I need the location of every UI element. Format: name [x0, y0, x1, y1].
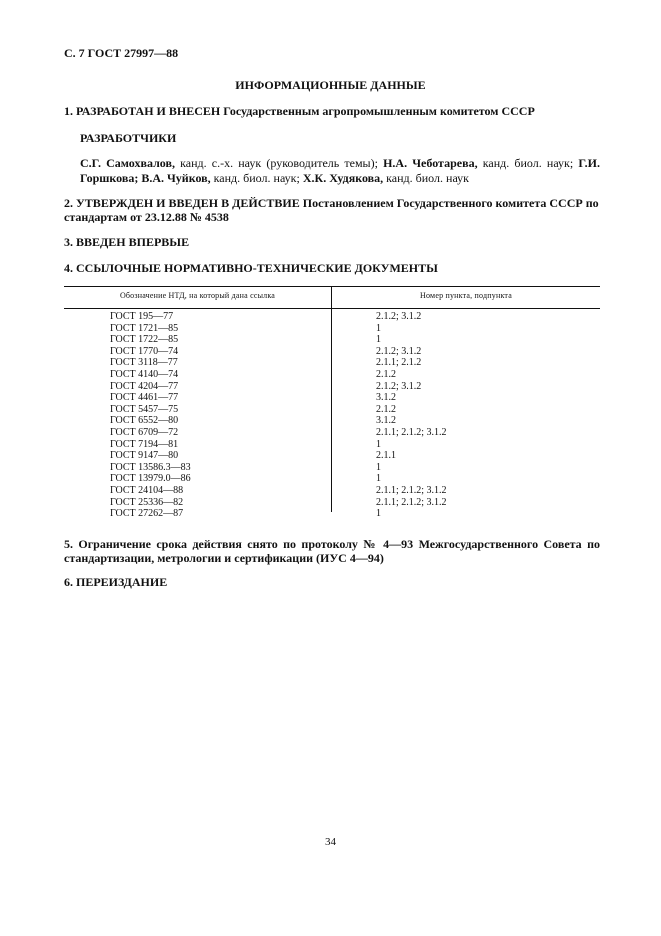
table-cell-clause: 3.1.2 [376, 392, 396, 404]
item-4: 4. ССЫЛОЧНЫЕ НОРМАТИВНО-ТЕХНИЧЕСКИЕ ДОКУМЕНТЫ [64, 261, 438, 275]
table-cell-document: ГОСТ 4461—77 [110, 392, 179, 404]
page-header: С. 7 ГОСТ 27997—88 [64, 46, 179, 60]
table-cell-clause: 2.1.2; 3.1.2 [376, 380, 422, 392]
table-cell-document: ГОСТ 13979.0—86 [110, 473, 191, 485]
table-cell-document: ГОСТ 1722—85 [110, 334, 179, 346]
developer-degree: канд. биол. наук [383, 171, 469, 185]
item-2-text: Постановлением Государственного комитета СССР по стандартам от 23.12.88 № 4538 [64, 196, 599, 224]
developer-name: С.Г. Самохвалов, [80, 156, 175, 170]
table-cell-clause: 1 [376, 473, 381, 485]
table-cell-clause: 1 [376, 334, 381, 346]
developers-heading: РАЗРАБОТЧИКИ [80, 131, 177, 145]
table-cell-document: ГОСТ 3118—77 [110, 357, 178, 369]
table-cell-document: ГОСТ 24104—88 [110, 484, 184, 496]
item-2 [64, 196, 600, 224]
developer-name: Н.А. Чеботарева, [383, 156, 478, 170]
table-cell-document: ГОСТ 27262—87 [110, 508, 184, 520]
table-cell-clause: 2.1.2 [376, 403, 396, 415]
table-cell-document: ГОСТ 4140—74 [110, 368, 179, 380]
table-cell-clause: 2.1.2; 3.1.2 [376, 345, 422, 357]
item-5: 5. Ограничение срока действия снято по протоколу № 4—93 Межгосударственного Совета по стандартизации, метрологии и сертификации (ИУС 4—94) [64, 537, 600, 565]
table-cell-clause: 1 [376, 461, 381, 473]
references-table [64, 286, 600, 520]
developer-name: Х.К. Худякова, [302, 171, 384, 185]
item-1-text: Государственным агропромышленным комитетом СССР [220, 104, 535, 118]
table-cell-clause: 2.1.1 [376, 450, 396, 462]
table-cell-clause: 1 [376, 438, 381, 450]
developer-degree: канд. биол. наук; [210, 171, 303, 185]
table-header-clause: Номер пункта, подпункта [420, 291, 512, 300]
table-cell-clause: 2.1.2; 3.1.2 [376, 311, 422, 322]
table-cell-clause: 3.1.2 [376, 415, 396, 427]
developers-list [80, 156, 600, 186]
table-cell-document: ГОСТ 5457—75 [110, 403, 179, 415]
table-cell-document: ГОСТ 1770—74 [110, 345, 179, 357]
item-1 [64, 104, 600, 118]
table-cell-document: ГОСТ 195—77 [110, 311, 174, 322]
table-cell-clause: 2.1.1; 2.1.2 [376, 357, 422, 369]
table-cell-clause: 1 [376, 322, 381, 334]
table-cell-document: ГОСТ 9147—80 [110, 450, 179, 462]
developer-degree: канд. биол. наук; [477, 156, 579, 170]
table-cell-clause: 2.1.1; 2.1.2; 3.1.2 [376, 426, 447, 438]
clause-column [376, 311, 447, 520]
document-column [110, 311, 191, 520]
table-cell-document: ГОСТ 13586.3—83 [110, 461, 191, 473]
developer-degree: канд. с.-х. наук (руководитель темы); [174, 156, 384, 170]
table-cell-clause: 1 [376, 508, 381, 520]
table-header-rule [64, 308, 600, 309]
table-cell-document: ГОСТ 6552—80 [110, 415, 179, 427]
item-6: 6. ПЕРЕИЗДАНИЕ [64, 575, 168, 589]
table-column-divider [331, 286, 332, 512]
page-number: 34 [325, 836, 336, 848]
table-cell-clause: 2.1.2 [376, 368, 396, 380]
table-cell-document: ГОСТ 25336—82 [110, 496, 184, 508]
table-cell-document: ГОСТ 4204—77 [110, 380, 179, 392]
table-cell-clause: 2.1.1; 2.1.2; 3.1.2 [376, 484, 447, 496]
item-1-heading: 1. РАЗРАБОТАН И ВНЕСЕН [64, 104, 221, 118]
table-top-rule [64, 286, 600, 287]
table-cell-document: ГОСТ 7194—81 [110, 438, 179, 450]
section-title: ИНФОРМАЦИОННЫЕ ДАННЫЕ [235, 78, 426, 92]
table-cell-clause: 2.1.1; 2.1.2; 3.1.2 [376, 496, 447, 508]
item-2-heading: 2. УТВЕРЖДЕН И ВВЕДЕН В ДЕЙСТВИЕ [64, 196, 300, 210]
table-cell-document: ГОСТ 6709—72 [110, 426, 179, 438]
table-cell-document: ГОСТ 1721—85 [110, 322, 179, 334]
item-3: 3. ВВЕДЕН ВПЕРВЫЕ [64, 235, 190, 249]
developer-name: Г.И. Горшкова; В.А. Чуйков, [80, 156, 600, 185]
table-header-document: Обозначение НТД, на который дана ссылка [119, 291, 276, 300]
